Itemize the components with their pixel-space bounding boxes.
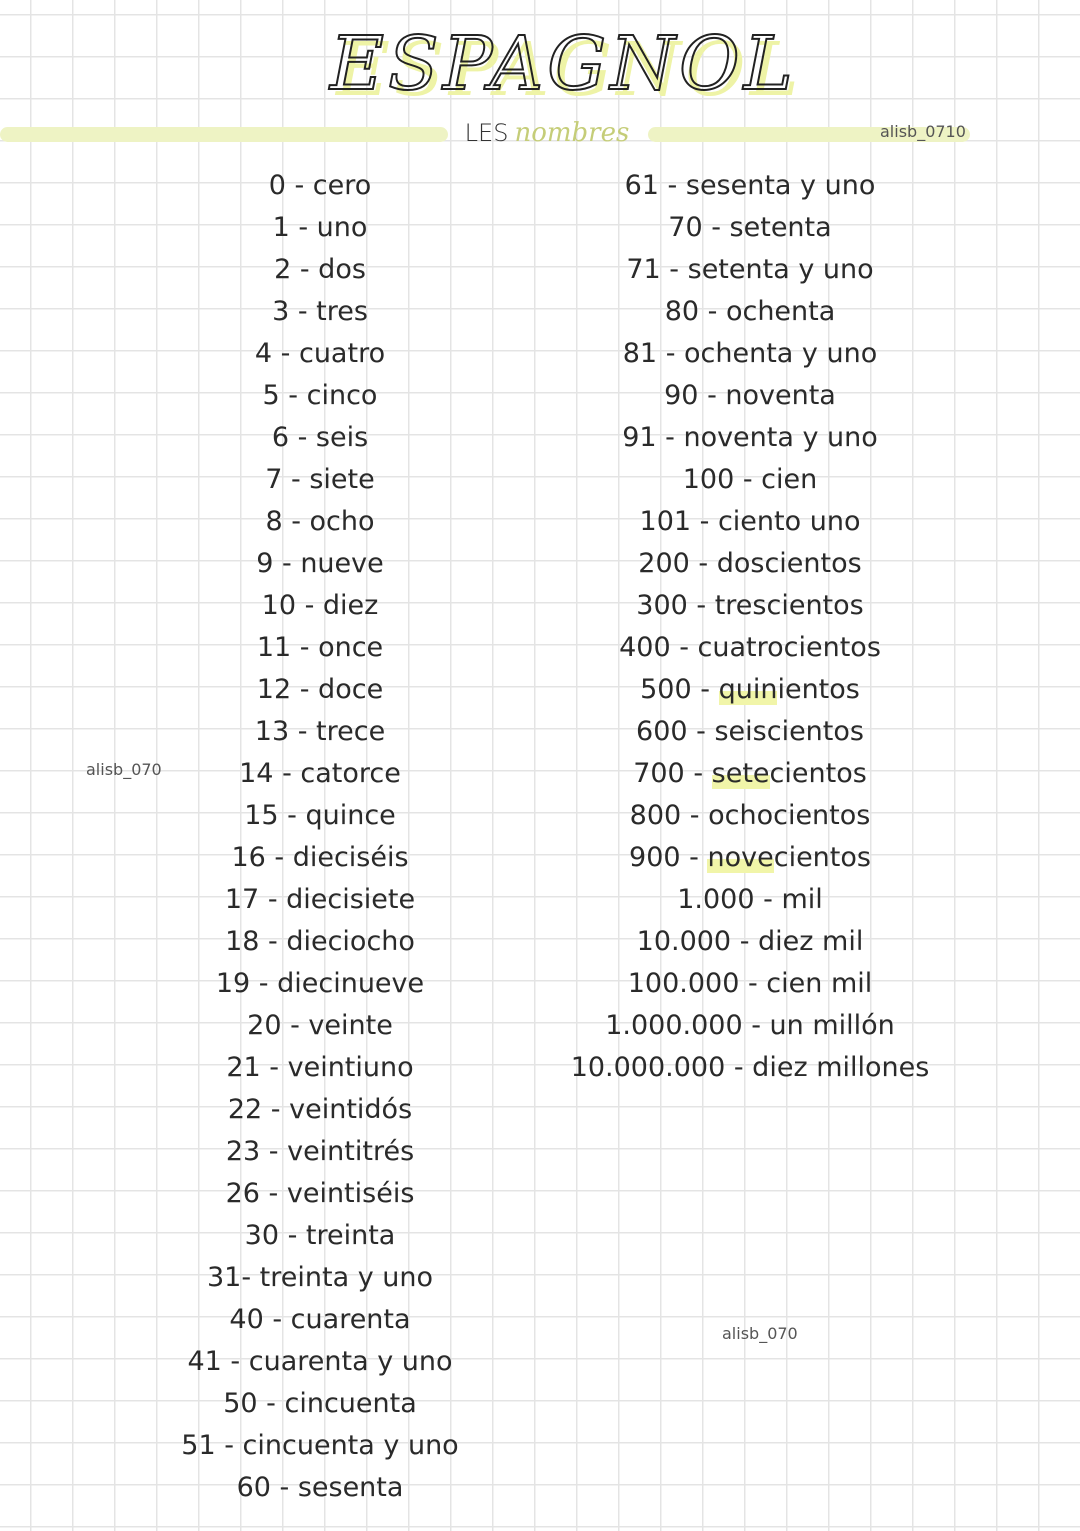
page-title: ESPAGNOL — [330, 21, 797, 107]
watermark-top: alisb_0710 — [880, 122, 966, 141]
number-entry: 71 - setenta y uno — [626, 254, 874, 285]
number-entry: 8 - ocho — [265, 506, 375, 537]
watermark-left: alisb_070 — [86, 760, 162, 779]
number-entry: 81 - ochenta y uno — [622, 338, 878, 369]
number-entry: 13 - trece — [254, 716, 386, 747]
number-entry: 1 - uno — [272, 212, 368, 243]
subtitle-main: nombres — [514, 118, 630, 148]
number-entry: 400 - cuatrocientos — [619, 632, 881, 663]
highlighted-syllable: sete — [711, 758, 770, 789]
number-entry: 14 - catorce — [239, 758, 401, 789]
number-entry: 40 - cuarenta — [229, 1304, 411, 1335]
number-entry: 100 - cien — [682, 464, 818, 495]
number-entry: 50 - cincuenta — [223, 1388, 417, 1419]
number-entry-suffix: cientos — [773, 842, 871, 873]
number-entry: 4 - cuatro — [254, 338, 386, 369]
number-entry: 101 - ciento uno — [639, 506, 861, 537]
number-entry: 9 - nueve — [256, 548, 384, 579]
number-entry-numeral: 500 - — [640, 674, 719, 705]
number-entry: 11 - once — [256, 632, 384, 663]
number-entry: 20 - veinte — [247, 1010, 393, 1041]
number-entry-suffix: cientos — [769, 758, 867, 789]
number-entry: 18 - dieciocho — [225, 926, 415, 957]
number-entry: 80 - ochenta — [664, 296, 836, 327]
number-entry — [560, 669, 940, 711]
number-entry: 10.000.000 - diez millones — [570, 1052, 930, 1083]
number-entry: 5 - cinco — [262, 380, 378, 411]
number-entry: 1.000 - mil — [677, 884, 823, 915]
number-entry: 0 - cero — [268, 170, 372, 201]
number-entry: 90 - noventa — [664, 380, 836, 411]
number-entry: 3 - tres — [272, 296, 368, 327]
number-entry: 1.000.000 - un millón — [605, 1010, 895, 1041]
number-entry-numeral: 700 - — [633, 758, 712, 789]
number-entry — [560, 753, 940, 795]
highlighted-syllable: quin — [718, 674, 778, 705]
numbers-list-right — [560, 165, 940, 1089]
number-entry: 300 - trescientos — [636, 590, 864, 621]
number-entry: 800 - ochocientos — [629, 800, 871, 831]
number-entry: 15 - quince — [244, 800, 396, 831]
watermark-bottom: alisb_070 — [722, 1324, 798, 1343]
number-entry: 22 - veintidós — [227, 1094, 413, 1125]
subtitle-prefix: LES — [464, 119, 509, 147]
number-entry: 51 - cincuenta y uno — [181, 1430, 459, 1461]
title-underline-left — [0, 127, 448, 142]
number-entry: 26 - veintiséis — [225, 1178, 415, 1209]
number-entry: 17 - diecisiete — [224, 884, 416, 915]
number-entry: 16 - dieciséis — [231, 842, 409, 873]
number-entry: 600 - seiscientos — [636, 716, 864, 747]
number-entry — [560, 837, 940, 879]
number-entry: 91 - noventa y uno — [622, 422, 878, 453]
highlighted-syllable: nove — [707, 842, 774, 873]
number-entry: 7 - siete — [265, 464, 375, 495]
number-entry: 61 - sesenta y uno — [624, 170, 876, 201]
number-entry: 60 - sesenta — [236, 1472, 404, 1503]
number-entry: 6 - seis — [271, 422, 369, 453]
number-entry: 19 - diecinueve — [215, 968, 425, 999]
number-entry: 100.000 - cien mil — [627, 968, 873, 999]
number-entry-numeral: 900 - — [629, 842, 708, 873]
number-entry: 70 - setenta — [668, 212, 832, 243]
number-entry: 10.000 - diez mil — [636, 926, 864, 957]
numbers-list-left — [140, 165, 500, 1509]
number-entry: 21 - veintiuno — [226, 1052, 414, 1083]
number-entry: 200 - doscientos — [638, 548, 862, 579]
number-entry: 23 - veintitrés — [225, 1136, 415, 1167]
number-entry-suffix: ientos — [777, 674, 860, 705]
number-entry: 10 - diez — [261, 590, 379, 621]
number-entry: 12 - doce — [256, 674, 384, 705]
number-entry: 30 - treinta — [244, 1220, 396, 1251]
number-entry: 41 - cuarenta y uno — [187, 1346, 453, 1377]
number-entry: 2 - dos — [274, 254, 366, 285]
number-entry: 31- treinta y uno — [206, 1262, 434, 1293]
subtitle — [452, 118, 642, 152]
